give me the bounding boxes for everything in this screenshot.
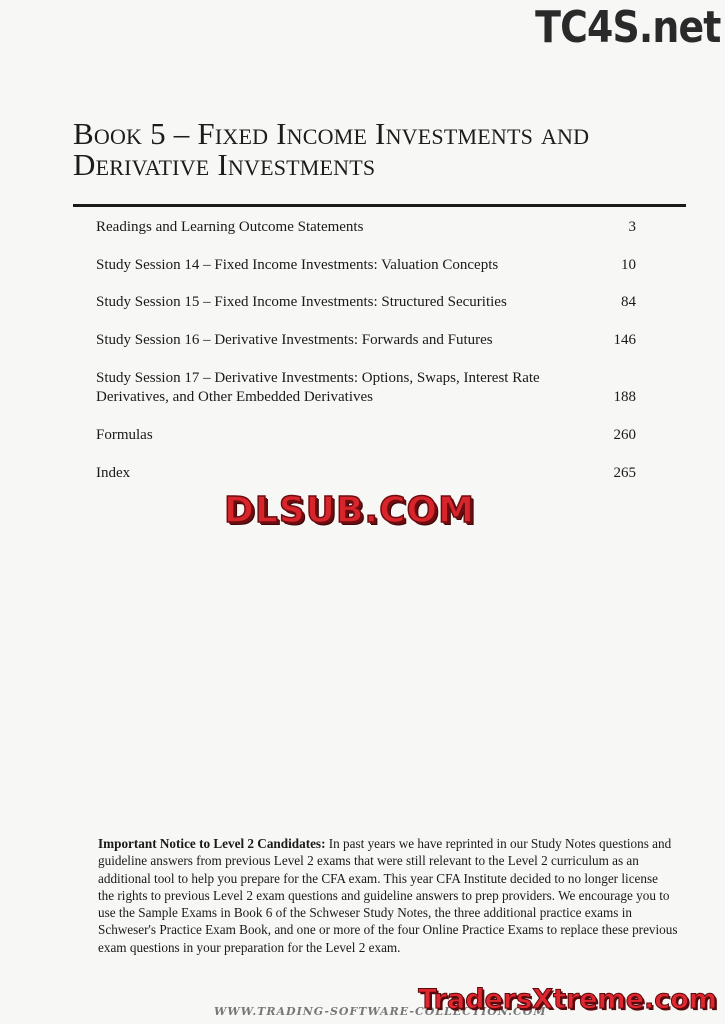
- book-title: [73, 118, 673, 180]
- notice-heading: Important Notice to Level 2 Candidates:: [98, 836, 326, 851]
- toc-entry-label: Formulas: [96, 427, 153, 443]
- watermark-trading-software: WWW.TRADING-SOFTWARE-COLLECTION.COM: [214, 1005, 547, 1018]
- toc-entry-label-line1: Study Session 17 – Derivative Investments: Options, Swaps, Interest Rate: [96, 370, 540, 386]
- notice-line: use the Sample Exams in Book 6 of the Schweser Study Notes, the three additional practice exams in: [98, 905, 632, 921]
- notice-line: the rights to previous Level 2 exam questions and guideline answers to prep providers. We encourage you to: [98, 887, 670, 903]
- toc-entry-page: 10: [621, 257, 636, 273]
- toc-entry-label: Study Session 15 – Fixed Income Investments: Structured Securities: [96, 294, 507, 310]
- toc-entry-label: Readings and Learning Outcome Statements: [96, 219, 364, 235]
- toc-entry-page: 265: [613, 465, 636, 481]
- toc-entry-label: Study Session 14 – Fixed Income Investments: Valuation Concepts: [96, 257, 499, 273]
- watermark-dlsub: DLSUB.COM: [224, 490, 475, 531]
- toc-entry-page: 146: [613, 332, 636, 348]
- title-rule: [73, 204, 686, 207]
- toc-entry-page: 188: [613, 389, 636, 405]
- toc-entry-label: Study Session 16 – Derivative Investments: Forwards and Futures: [96, 332, 493, 348]
- toc-entry-page: 3: [628, 219, 636, 235]
- notice-line: guideline answers from previous Level 2 exams that were still relevant to the Level 2 curriculum as an: [98, 853, 639, 869]
- watermark-tc4s: TC4S.net: [535, 2, 721, 53]
- toc-entry-study-session-17[interactable]: [96, 368, 636, 408]
- notice-line: exam questions in your preparation for the Level 2 exam.: [98, 939, 401, 955]
- toc-entry-label: Index: [96, 465, 131, 481]
- toc-entry-page: 84: [621, 294, 636, 310]
- notice-line: additional tool to help you prepare for the CFA exam. This year CFA Institute decided to no longer license: [98, 870, 658, 886]
- book-title-line2: Derivative Investments: [73, 147, 376, 182]
- book-title-line1: Book 5 – Fixed Income Investments and: [73, 116, 590, 151]
- important-notice: [98, 835, 690, 956]
- toc-entry-label-line2: Derivatives, and Other Embedded Derivatives: [96, 389, 373, 405]
- toc-entry-page: 260: [613, 427, 636, 443]
- notice-line: Schweser's Practice Exam Book, and one or more of the four Online Practice Exams to replace these previous: [98, 922, 678, 938]
- notice-line: In past years we have reprinted in our Study Notes questions and: [325, 836, 672, 851]
- watermark-tradersxtreme: TradersXtreme.com: [418, 984, 717, 1015]
